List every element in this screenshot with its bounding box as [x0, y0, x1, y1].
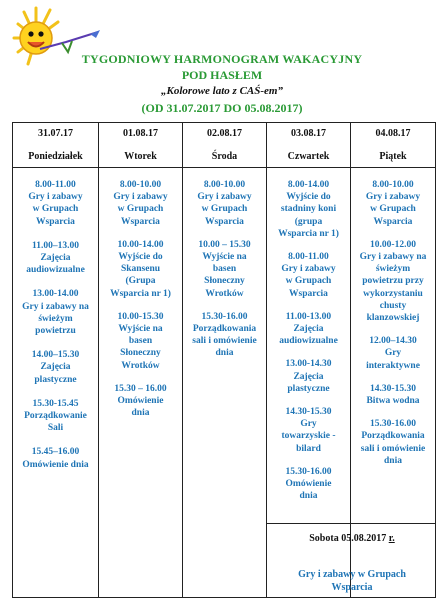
schedule-entry: 13.00-14.00 Gry i zabawy na świeżym powietrzu — [22, 289, 89, 337]
header-divider — [99, 167, 182, 168]
day-column-wednesday — [183, 123, 267, 597]
schedule-entry: 11.00-13.00 Zajęcia audiowizualne — [279, 311, 338, 347]
schedule-entry: 8.00-11.00 Gry i zabawy w Grupach Wsparcia — [28, 180, 83, 227]
schedule-entry: 8.00-10.00 Gry i zabawy w Grupach Wsparcia — [113, 180, 168, 227]
schedule-entry: 14.30-15.30 Gry towarzyskie - bilard — [281, 407, 336, 454]
schedule-entry: 10.00-14.00 Wyjście do Skansenu (Grupa Wsparcia nr 1) — [110, 239, 171, 299]
entry-list — [15, 179, 96, 483]
day-name: Poniedziałek — [28, 151, 83, 162]
day-date: 03.08.17 — [291, 128, 326, 139]
schedule-table — [12, 122, 436, 598]
schedule-entry: 12.00–14.30 Gry interaktywne — [366, 336, 420, 371]
schedule-entry: 15.30 – 16.00 Omówienie dnia — [114, 383, 167, 419]
entry-list — [185, 179, 264, 371]
schedule-entry: 15.45–16.00 Omówienie dnia — [22, 447, 89, 470]
schedule-entry: 15.30-16.00 Porządkowania sali i omówienie dnia — [360, 419, 426, 466]
schedule-entry: 8.00-10.00 Gry i zabawy w Grupach Wsparcia — [197, 180, 252, 227]
schedule-entry: 14.00–15.30 Zajęcia plastyczne — [31, 350, 80, 385]
page-title: TYGODNIOWY HARMONOGRAM WAKACYJNY — [81, 52, 363, 66]
day-column-thursday — [267, 123, 351, 597]
day-date: 02.08.17 — [207, 128, 242, 139]
date-range: (OD 31.07.2017 DO 05.08.2017) — [141, 101, 303, 115]
schedule-entry: 14.30-15.30 Bitwa wodna — [366, 383, 420, 407]
day-name: Piątek — [379, 151, 407, 162]
saturday-heading — [267, 533, 437, 544]
day-column-tuesday — [99, 123, 183, 597]
entry-list — [101, 179, 180, 430]
entry-list — [269, 179, 348, 513]
schedule-entry: 10.00-15.30 Wyjście na basen Słoneczny Wrotków — [117, 311, 164, 371]
schedule-entry: 8.00-10.00 Gry i zabawy w Grupach Wsparcia — [365, 180, 421, 227]
saturday-divider — [267, 523, 435, 524]
page-subtitle: POD HASŁEM — [181, 68, 263, 82]
saturday-label: Sobota 05.08.2017 — [309, 533, 387, 544]
schedule-entry: 15.30-16.00 Porządkowania sali i omówienie dnia — [192, 311, 257, 359]
day-column-monday — [13, 123, 99, 597]
entry-list — [353, 179, 433, 478]
day-date: 01.08.17 — [123, 128, 158, 139]
header-divider — [183, 167, 266, 168]
schedule-entry: 13.00-14.30 Zajęcia plastyczne — [285, 359, 332, 394]
saturday-suffix: r. — [388, 533, 395, 544]
day-name: Czwartek — [287, 151, 330, 162]
header-divider — [13, 167, 98, 168]
schedule-entry: 15.30-15.45 Porządkowanie Sali — [24, 398, 87, 434]
header-divider — [267, 167, 350, 168]
day-name: Środa — [211, 151, 238, 162]
header-divider — [351, 167, 435, 168]
schedule-entry: 8.00-14.00 Wyjście do stadniny koni (grupa Wsparcia nr 1) — [278, 180, 339, 239]
schedule-entry: 10.00 – 15.30 Wyjście na basen Słoneczny Wrotków — [198, 239, 251, 299]
slogan: „Kolorowe lato z CAŚ-em” — [161, 85, 283, 97]
schedule-entry: 15.30-16.00 Omówienie dnia — [285, 466, 332, 502]
day-date: 31.07.17 — [38, 128, 73, 139]
schedule-entry: 11.00–13.00 Zajęcia audiowizualne — [26, 240, 85, 276]
day-date: 04.08.17 — [375, 128, 411, 139]
saturday-activity: Gry i zabawy w Grupach Wsparcia — [298, 569, 406, 593]
schedule-entry: 8.00-11.00 Gry i zabawy w Grupach Wsparcia — [281, 252, 336, 299]
day-column-friday — [351, 123, 435, 597]
schedule-entry: 10.00-12.00 Gry i zabawy na świeżym powietrzu przy wykorzystaniu chusty klanzowskiej — [359, 239, 427, 324]
day-name: Wtorek — [124, 151, 157, 162]
